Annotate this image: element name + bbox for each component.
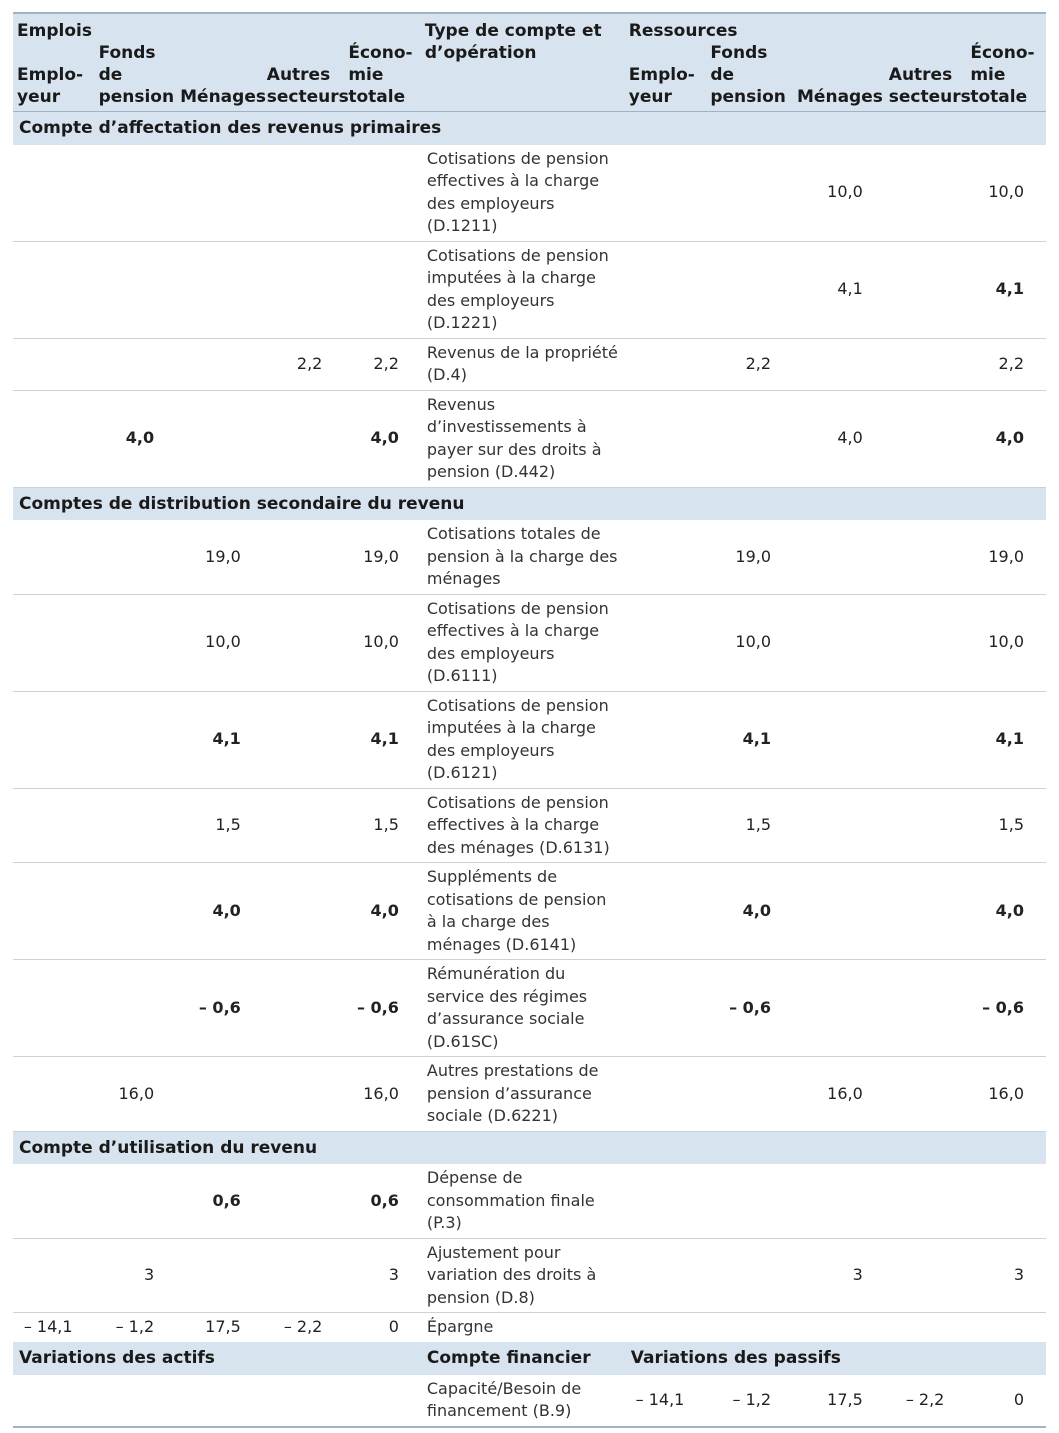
- resources-value: [625, 1313, 707, 1342]
- resources-value: [793, 594, 885, 691]
- uses-value: [95, 145, 177, 242]
- assets-value: [344, 1375, 421, 1427]
- section-header: [13, 112, 1046, 145]
- uses-value: [344, 241, 421, 338]
- uses-value: 0: [388, 1317, 399, 1336]
- table-row: [13, 960, 1046, 1057]
- table-row: [13, 520, 1046, 594]
- uses-value: [13, 338, 95, 390]
- uses-value: [13, 1057, 95, 1132]
- pension-accounts-table-wrapper: [13, 12, 1046, 1428]
- uses-value: [263, 145, 345, 242]
- assets-value: [95, 1375, 177, 1427]
- right-col-header: Écono-​mie totale: [966, 42, 1046, 112]
- uses-value: [176, 338, 263, 390]
- table-row: [13, 863, 1046, 960]
- uses-value: – 1,2: [115, 1317, 155, 1336]
- transaction-label: Autres prestations de pension d’assurance sociale (D.6221): [421, 1057, 625, 1132]
- uses-value: 4,1: [176, 691, 263, 788]
- uses-value: [13, 1238, 95, 1313]
- resources-value: [885, 691, 967, 788]
- resources-value: 3: [793, 1238, 885, 1313]
- resources-value: [793, 1313, 885, 1342]
- resources-value: [885, 594, 967, 691]
- uses-value: [176, 1057, 263, 1132]
- pension-accounts-table: [13, 12, 1046, 1428]
- uses-value: [263, 788, 345, 863]
- resources-value: [793, 863, 885, 960]
- resources-value: [625, 1164, 707, 1238]
- resources-value: [885, 338, 967, 390]
- transaction-label: Ajustement pour variation des droits à pension (D.8): [421, 1238, 625, 1313]
- resources-value: [885, 1313, 967, 1342]
- liabilities-changes-title: Variations des passifs: [625, 1342, 1046, 1375]
- table-row: [13, 1313, 1046, 1342]
- resources-value: – 0,6: [966, 960, 1046, 1057]
- uses-value: [176, 390, 263, 487]
- resources-value: [793, 788, 885, 863]
- uses-value: 1,5: [344, 788, 421, 863]
- uses-value: [13, 520, 95, 594]
- uses-value: [13, 390, 95, 487]
- resources-value: 4,1: [793, 241, 885, 338]
- section-title: Compte d’utilisation du revenu: [13, 1131, 1046, 1164]
- uses-value: [263, 1164, 345, 1238]
- resources-value: [625, 390, 707, 487]
- resources-value: [885, 1057, 967, 1132]
- right-col-header: Ménages: [793, 42, 885, 112]
- transaction-label: Cotisations de pension effectives à la charge des ménages (D.6131): [421, 788, 625, 863]
- uses-value: 10,0: [344, 594, 421, 691]
- resources-value: [885, 1164, 967, 1238]
- uses-value: [263, 1057, 345, 1132]
- financial-account-title: Compte financier: [421, 1342, 625, 1375]
- transaction-label: Cotisations de pension imputées à la charge des employeurs (D.1221): [421, 241, 625, 338]
- resources-value: [966, 1313, 1046, 1342]
- uses-value: [263, 390, 345, 487]
- left-col-header: Emplo-​yeur: [13, 42, 95, 112]
- uses-value: 10,0: [176, 594, 263, 691]
- uses-value: [263, 520, 345, 594]
- resources-value: [625, 788, 707, 863]
- left-col-header: Fonds de pension: [95, 42, 177, 112]
- table-row: [13, 338, 1046, 390]
- transaction-label: Cotisations totales de pension à la charge des ménages: [421, 520, 625, 594]
- assets-changes-title: Variations des actifs: [13, 1342, 421, 1375]
- resources-value: 4,1: [966, 241, 1046, 338]
- uses-value: [13, 788, 95, 863]
- uses-value: [13, 145, 95, 242]
- uses-value: 4,0: [344, 390, 421, 487]
- uses-value: [176, 145, 263, 242]
- uses-value: 4,0: [344, 863, 421, 960]
- resources-value: 10,0: [966, 145, 1046, 242]
- resources-value: [625, 241, 707, 338]
- resources-value: [625, 145, 707, 242]
- emplois-header: Emplois: [13, 13, 421, 42]
- resources-value: [793, 1164, 885, 1238]
- liabilities-value: – 2,2: [885, 1375, 967, 1427]
- resources-value: [625, 863, 707, 960]
- uses-value: [263, 1238, 345, 1313]
- resources-value: [885, 520, 967, 594]
- resources-value: 16,0: [966, 1057, 1046, 1132]
- table-row: [13, 691, 1046, 788]
- resources-value: – 0,6: [706, 960, 793, 1057]
- uses-value: 3: [95, 1238, 177, 1313]
- resources-value: [706, 1238, 793, 1313]
- uses-value: [95, 520, 177, 594]
- transaction-label: Revenus d’investissements à payer sur des droits à pension (D.442): [421, 390, 625, 487]
- uses-value: 3: [344, 1238, 421, 1313]
- uses-value: [95, 1164, 177, 1238]
- uses-value: 19,0: [344, 520, 421, 594]
- uses-value: [176, 241, 263, 338]
- table-row: [13, 1164, 1046, 1238]
- table-row: [13, 145, 1046, 242]
- resources-value: 4,0: [706, 863, 793, 960]
- resources-value: [706, 1164, 793, 1238]
- uses-value: – 0,6: [344, 960, 421, 1057]
- uses-value: [344, 145, 421, 242]
- uses-value: 0,6: [344, 1164, 421, 1238]
- uses-value: [263, 594, 345, 691]
- uses-value: [13, 960, 95, 1057]
- resources-value: 10,0: [966, 594, 1046, 691]
- table-row: [13, 1238, 1046, 1313]
- uses-value: [263, 691, 345, 788]
- uses-value: 2,2: [263, 338, 345, 390]
- section-header: [13, 1131, 1046, 1164]
- resources-value: 4,0: [966, 390, 1046, 487]
- table-row: [13, 241, 1046, 338]
- resources-value: [885, 1238, 967, 1313]
- uses-value: 2,2: [344, 338, 421, 390]
- uses-value: [13, 241, 95, 338]
- uses-value: [95, 960, 177, 1057]
- assets-value: [13, 1375, 95, 1427]
- uses-value: [13, 1164, 95, 1238]
- resources-value: [706, 1313, 793, 1342]
- resources-value: 10,0: [793, 145, 885, 242]
- right-col-header: Autres secteurs: [885, 42, 967, 112]
- resources-value: [793, 520, 885, 594]
- transaction-label: Rémunération du service des régimes d’assurance sociale (D.61SC): [421, 960, 625, 1057]
- transaction-label: Revenus de la propriété (D.4): [421, 338, 625, 390]
- resources-value: 1,5: [706, 788, 793, 863]
- right-col-header: Emplo-​yeur: [625, 42, 707, 112]
- liabilities-value: 0: [966, 1375, 1046, 1427]
- resources-value: [706, 390, 793, 487]
- table-row: [13, 1057, 1046, 1132]
- uses-value: [95, 338, 177, 390]
- resources-value: 1,5: [966, 788, 1046, 863]
- resources-value: [625, 338, 707, 390]
- resources-value: [966, 1164, 1046, 1238]
- assets-value: [176, 1375, 263, 1427]
- left-col-header: Ménages: [176, 42, 263, 112]
- table-row: [13, 788, 1046, 863]
- uses-value: [263, 863, 345, 960]
- resources-value: [625, 594, 707, 691]
- resources-value: 16,0: [793, 1057, 885, 1132]
- type-header: Type de compte et d’opération: [421, 13, 625, 112]
- transaction-label: Cotisations de pension imputées à la charge des employeurs (D.6121): [421, 691, 625, 788]
- resources-value: [625, 1057, 707, 1132]
- resources-value: [625, 960, 707, 1057]
- resources-value: [625, 691, 707, 788]
- section-header: [13, 487, 1046, 520]
- table-row: [13, 1375, 1046, 1427]
- uses-value: [95, 863, 177, 960]
- uses-value: 4,0: [95, 390, 177, 487]
- transaction-label: Cotisations de pension effectives à la charge des employeurs (D.6111): [421, 594, 625, 691]
- uses-value: [13, 691, 95, 788]
- uses-value: [95, 241, 177, 338]
- uses-value: 17,5: [205, 1317, 241, 1336]
- liabilities-value: – 14,1: [625, 1375, 707, 1427]
- table-body: [13, 112, 1046, 1427]
- resources-value: 4,0: [966, 863, 1046, 960]
- assets-value: [263, 1375, 345, 1427]
- ressources-header: Ressources: [625, 13, 1046, 42]
- uses-value: 16,0: [95, 1057, 177, 1132]
- uses-value: [95, 691, 177, 788]
- uses-value: 19,0: [176, 520, 263, 594]
- resources-value: [885, 390, 967, 487]
- resources-value: [625, 1238, 707, 1313]
- uses-value: 0,6: [176, 1164, 263, 1238]
- left-col-header: Écono-​mie totale: [344, 42, 421, 112]
- resources-value: [793, 691, 885, 788]
- resources-value: [706, 241, 793, 338]
- uses-value: [13, 594, 95, 691]
- uses-value: [95, 594, 177, 691]
- resources-value: [793, 960, 885, 1057]
- resources-value: 3: [966, 1238, 1046, 1313]
- uses-value: [95, 788, 177, 863]
- transaction-label: Cotisations de pension effectives à la charge des employeurs (D.1211): [421, 145, 625, 242]
- resources-value: [885, 788, 967, 863]
- uses-value: 4,0: [176, 863, 263, 960]
- financial-header: [13, 1342, 1046, 1375]
- uses-value: – 0,6: [176, 960, 263, 1057]
- uses-value: [263, 241, 345, 338]
- transaction-label: Dépense de consommation finale (P.3): [421, 1164, 625, 1238]
- resources-value: 4,1: [706, 691, 793, 788]
- table-row: [13, 390, 1046, 487]
- resources-value: [885, 960, 967, 1057]
- uses-value: 1,5: [176, 788, 263, 863]
- resources-value: 10,0: [706, 594, 793, 691]
- resources-value: [885, 241, 967, 338]
- resources-value: 19,0: [966, 520, 1046, 594]
- uses-value: [13, 863, 95, 960]
- uses-value: [176, 1238, 263, 1313]
- resources-value: [793, 338, 885, 390]
- liabilities-value: – 1,2: [706, 1375, 793, 1427]
- uses-value: – 2,2: [283, 1317, 323, 1336]
- resources-value: [706, 145, 793, 242]
- resources-value: 2,2: [966, 338, 1046, 390]
- left-col-header: Autres secteurs: [263, 42, 345, 112]
- section-title: Compte d’affectation des revenus primaires: [13, 112, 1046, 145]
- uses-value: 16,0: [344, 1057, 421, 1132]
- section-title: Comptes de distribution secondaire du revenu: [13, 487, 1046, 520]
- resources-value: 4,0: [793, 390, 885, 487]
- resources-value: [706, 1057, 793, 1132]
- right-col-header: Fonds de pension: [706, 42, 793, 112]
- table-row: [13, 594, 1046, 691]
- liabilities-value: 17,5: [793, 1375, 885, 1427]
- uses-value: – 14,1: [23, 1317, 73, 1336]
- transaction-label: Capacité/Besoin de financement (B.9): [421, 1375, 625, 1427]
- transaction-label: Suppléments de cotisations de pension à la charge des ménages (D.6141): [421, 863, 625, 960]
- uses-value: [263, 960, 345, 1057]
- resources-value: 4,1: [966, 691, 1046, 788]
- resources-value: [885, 863, 967, 960]
- resources-value: 2,2: [706, 338, 793, 390]
- resources-value: [625, 520, 707, 594]
- uses-value: 4,1: [344, 691, 421, 788]
- resources-value: [885, 145, 967, 242]
- resources-value: 19,0: [706, 520, 793, 594]
- transaction-label: Épargne: [426, 1317, 494, 1336]
